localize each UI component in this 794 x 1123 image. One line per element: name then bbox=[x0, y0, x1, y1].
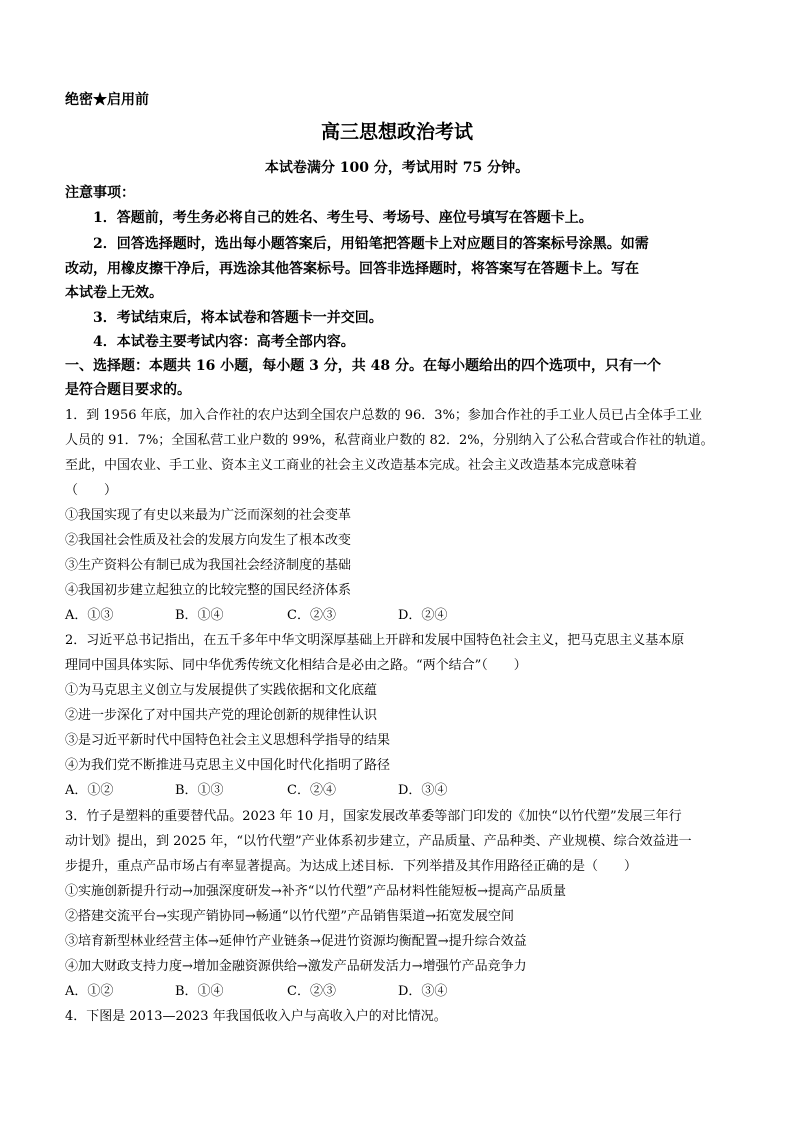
question-1-option-a: A．①③ bbox=[65, 608, 114, 623]
notice-item-2: 2．回答选择题时，选出每小题答案后，用铅笔把答题卡上对应题目的答案标号涂黑。如需 bbox=[93, 236, 649, 252]
question-3-statement: ④加大财政支持力度→增加金融资源供给→激发产品研发活力→增强竹产品竞争力 bbox=[65, 959, 527, 974]
question-3-option-c: C．②③ bbox=[287, 984, 336, 999]
question-2-statement: ①为马克思主义创立与发展提供了实践依据和文化底蕴 bbox=[65, 683, 378, 698]
question-3-option-a: A．①② bbox=[65, 984, 114, 999]
question-1-blank: （ ） bbox=[65, 483, 118, 498]
page-subtitle: 本试卷满分 100 分，考试用时 75 分钟。 bbox=[264, 160, 530, 176]
notice-item-2-cont: 改动，用橡皮擦干净后，再选涂其他答案标号。回答非选择题时，将答案写在答题卡上。写在 bbox=[65, 261, 639, 277]
notice-item-4: 4．本试卷主要考试内容：高考全部内容。 bbox=[93, 334, 355, 350]
question-3-option-b: B．①④ bbox=[175, 984, 224, 999]
question-1-statement: ②我国社会性质及社会的发展方向发生了根本改变 bbox=[65, 533, 352, 548]
notice-item-1: 1．答题前，考生务必将自己的姓名、考生号、考场号、座位号填写在答题卡上。 bbox=[93, 210, 593, 226]
question-1-stem: 至此，中国农业、手工业、资本主义工商业的社会主义改造基本完成。社会主义改造基本完成意味着 bbox=[65, 458, 638, 473]
question-4-stem: 4．下图是 2013—2023 年我国低收入户与高收入户的对比情况。 bbox=[65, 1009, 447, 1024]
question-2-option-d: D．③④ bbox=[398, 783, 448, 798]
page-title: 高三思想政治考试 bbox=[320, 121, 473, 143]
question-1-statement: ①我国实现了有史以来最为广泛而深刻的社会变革 bbox=[65, 508, 352, 523]
question-2-option-a: A．①② bbox=[65, 783, 114, 798]
secret-mark: 绝密★启用前 bbox=[65, 92, 149, 108]
question-1-statement: ④我国初步建立起独立的比较完整的国民经济体系 bbox=[65, 583, 352, 598]
question-1-option-d: D．②④ bbox=[398, 608, 448, 623]
question-3-statement: ①实施创新提升行动→加强深度研发→补齐“以竹代塑”产品材料性能短板→提高产品质量 bbox=[65, 884, 566, 899]
question-3-statement: ②搭建交流平台→实现产销协同→畅通“以竹代塑”产品销售渠道→拓宽发展空间 bbox=[65, 909, 514, 924]
question-3-stem: 动计划》提出，到 2025 年，“以竹代塑”产业体系初步建立，产品质量、产品种类、产业规模、综合效益进一 bbox=[65, 834, 692, 849]
question-1-statement: ③生产资料公有制已成为我国社会经济制度的基础 bbox=[65, 558, 352, 573]
question-2-statement: ③是习近平新时代中国特色社会主义思想科学指导的结果 bbox=[65, 733, 391, 748]
notice-item-2-end: 本试卷上无效。 bbox=[65, 285, 163, 301]
question-2-statement: ④为我们党不断推进马克思主义中国化时代化指明了路径 bbox=[65, 758, 391, 773]
question-2-statement: ②进一步深化了对中国共产党的理论创新的规律性认识 bbox=[65, 708, 378, 723]
question-2-option-c: C．②④ bbox=[287, 783, 336, 798]
question-2-option-b: B．①③ bbox=[175, 783, 224, 798]
question-2-stem: 理同中国具体实际、同中华优秀传统文化相结合是必由之路。“两个结合”（ ） bbox=[65, 658, 527, 673]
section-heading-cont: 是符合题目要求的。 bbox=[65, 382, 191, 398]
question-3-statement: ③培育新型林业经营主体→延伸竹产业链条→促进竹资源均衡配置→提升综合效益 bbox=[65, 934, 527, 949]
section-heading: 一、选择题：本题共 16 小题，每小题 3 分，共 48 分。在每小题给出的四个选项中，只有一个 bbox=[65, 358, 661, 374]
question-3-stem: 3．竹子是塑料的重要替代品。2023 年 10 月，国家发展改革委等部门印发的《加快“以竹代塑”发展三年行 bbox=[65, 809, 682, 824]
notice-heading: 注意事项： bbox=[65, 185, 135, 201]
question-3-stem: 步提升，重点产品市场占有率显著提高。为达成上述目标．下列举措及其作用路径正确的是（ ） bbox=[65, 859, 638, 874]
question-1-stem: 1．到 1956 年底，加入合作社的农户达到全国农户总数的 96．3%；参加合作社的手工业人员已占全体手工业 bbox=[65, 408, 702, 423]
question-1-stem: 人员的 91．7%；全国私营工业户数的 99%，私营商业户数的 82．2%，分别纳入了公私合营或合作社的轨道。 bbox=[65, 433, 714, 448]
question-1-option-b: B．①④ bbox=[175, 608, 224, 623]
question-3-option-d: D．③④ bbox=[398, 984, 448, 999]
question-1-option-c: C．②③ bbox=[287, 608, 336, 623]
notice-item-3: 3．考试结束后，将本试卷和答题卡一并交回。 bbox=[93, 310, 383, 326]
question-2-stem: 2．习近平总书记指出，在五千多年中华文明深厚基础上开辟和发展中国特色社会主义，把马克思主义基本原 bbox=[65, 633, 685, 648]
